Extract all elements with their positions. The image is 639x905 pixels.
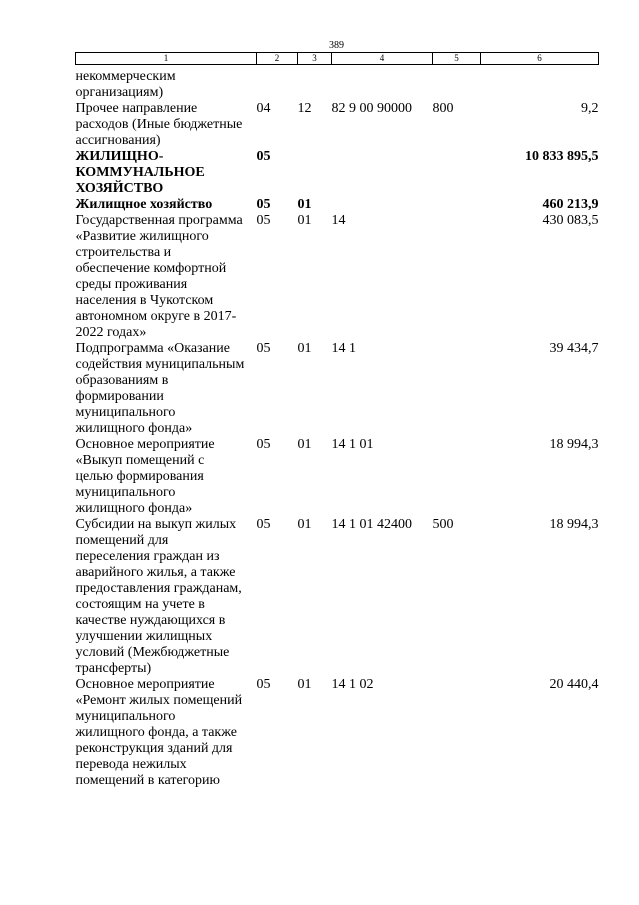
row-name-line: некоммерческим bbox=[75, 69, 176, 84]
row-name-line: среды проживания bbox=[75, 277, 188, 292]
row-name-line: строительства и bbox=[75, 245, 172, 260]
column-header: 5 bbox=[433, 53, 481, 65]
row-subsection-code: 01 bbox=[297, 677, 312, 692]
row-name-line: муниципального bbox=[75, 485, 176, 500]
row-name-line: помещений в категорию bbox=[75, 773, 220, 788]
row-amount: 10 833 895,5 bbox=[525, 149, 599, 164]
row-target-article-code: 14 1 02 bbox=[331, 677, 374, 692]
table-row bbox=[76, 437, 599, 517]
row-name-line: перевода нежилых bbox=[75, 757, 187, 772]
row-name bbox=[76, 677, 257, 789]
row-name-line: жилищного фонда» bbox=[75, 421, 193, 436]
row-subsection-code: 01 bbox=[297, 437, 312, 452]
row-name-line: жилищного фонда, а также bbox=[75, 725, 237, 740]
row-expense-type-code bbox=[433, 69, 481, 101]
row-name-line: формировании bbox=[75, 389, 164, 404]
row-target-article-code bbox=[332, 149, 433, 197]
row-name-line: муниципального bbox=[75, 405, 176, 420]
row-amount: 39 434,7 bbox=[549, 341, 599, 356]
row-section-code: 05 bbox=[256, 197, 271, 212]
row-name-line: «Развитие жилищного bbox=[75, 229, 209, 244]
row-subsection-code bbox=[298, 149, 332, 197]
row-name-line: автономном округе в 2017- bbox=[75, 309, 237, 324]
row-amount: 18 994,3 bbox=[549, 517, 599, 532]
row-section-code: 05 bbox=[256, 437, 271, 452]
row-name-line: аварийного жилья, а также bbox=[75, 565, 236, 580]
row-section-code: 05 bbox=[256, 677, 271, 692]
row-name-line: организациям) bbox=[75, 85, 164, 100]
column-header: 4 bbox=[332, 53, 433, 65]
row-amount: 430 083,5 bbox=[542, 213, 599, 228]
row-expense-type-code bbox=[433, 341, 481, 437]
row-expense-type-code bbox=[433, 437, 481, 517]
row-section-code: 05 bbox=[256, 517, 271, 532]
row-name-line: образованиям в bbox=[75, 373, 169, 388]
row-name-line: жилищного фонда» bbox=[75, 501, 193, 516]
row-name-line: муниципального bbox=[75, 709, 176, 724]
row-name-line: населения в Чукотском bbox=[75, 293, 214, 308]
column-header: 3 bbox=[298, 53, 332, 65]
row-expense-type-code bbox=[433, 197, 481, 213]
row-section-code: 05 bbox=[256, 213, 271, 228]
row-name-line: качестве нуждающихся в bbox=[75, 613, 226, 628]
row-section-code: 05 bbox=[256, 149, 271, 164]
row-subsection-code: 01 bbox=[297, 213, 312, 228]
row-name-line: расходов (Иные бюджетные bbox=[75, 117, 243, 132]
row-target-article-code bbox=[332, 197, 433, 213]
page-number: 389 bbox=[329, 40, 344, 51]
row-name-line: Государственная программа bbox=[75, 213, 243, 228]
row-target-article-code: 82 9 00 90000 bbox=[331, 101, 412, 116]
row-name bbox=[76, 341, 257, 437]
row-name bbox=[76, 69, 257, 101]
row-name bbox=[76, 149, 257, 197]
row-expense-type-code bbox=[433, 213, 481, 341]
row-name-line: трансферты) bbox=[75, 661, 152, 676]
row-amount: 18 994,3 bbox=[549, 437, 599, 452]
row-expense-type-code bbox=[433, 149, 481, 197]
row-name bbox=[76, 517, 257, 677]
row-subsection-code: 01 bbox=[297, 341, 312, 356]
row-name-line: Прочее направление bbox=[75, 101, 198, 116]
row-name-line: Подпрограмма «Оказание bbox=[75, 341, 230, 356]
table-row bbox=[76, 677, 599, 789]
row-name-line: Субсидии на выкуп жилых bbox=[75, 517, 237, 532]
row-name-line: условий (Межбюджетные bbox=[75, 645, 230, 660]
row-name bbox=[76, 213, 257, 341]
row-amount bbox=[481, 69, 599, 101]
row-name-line: целью формирования bbox=[75, 469, 204, 484]
table-body bbox=[76, 65, 599, 790]
row-expense-type-code: 500 bbox=[432, 517, 454, 532]
row-name bbox=[76, 437, 257, 517]
column-header: 2 bbox=[257, 53, 298, 65]
row-section-code bbox=[257, 69, 298, 101]
budget-table bbox=[75, 52, 599, 789]
table-row bbox=[76, 69, 599, 101]
row-target-article-code: 14 1 01 bbox=[331, 437, 374, 452]
column-number-header bbox=[76, 53, 599, 65]
column-header: 1 bbox=[76, 53, 257, 65]
row-name-line: Основное мероприятие bbox=[75, 677, 215, 692]
row-name-line: «Ремонт жилых помещений bbox=[75, 693, 243, 708]
row-name-line: 2022 годах» bbox=[75, 325, 147, 340]
row-name-line: содействия муниципальным bbox=[75, 357, 245, 372]
row-subsection-code: 01 bbox=[297, 517, 312, 532]
column-header: 6 bbox=[481, 53, 599, 65]
row-name-line: обеспечение комфортной bbox=[75, 261, 227, 276]
table-row bbox=[76, 517, 599, 677]
row-amount: 20 440,4 bbox=[549, 677, 599, 692]
row-name-line: ХОЗЯЙСТВО bbox=[75, 181, 164, 196]
row-name-line: «Выкуп помещений с bbox=[75, 453, 205, 468]
table-row bbox=[76, 149, 599, 197]
row-subsection-code bbox=[298, 69, 332, 101]
table-row bbox=[76, 341, 599, 437]
table-row bbox=[76, 213, 599, 341]
row-section-code: 05 bbox=[256, 341, 271, 356]
table-row bbox=[76, 101, 599, 149]
row-amount: 9,2 bbox=[581, 101, 599, 116]
row-name bbox=[76, 101, 257, 149]
row-target-article-code: 14 1 01 42400 bbox=[331, 517, 412, 532]
row-expense-type-code: 800 bbox=[432, 101, 454, 116]
row-name-line: КОММУНАЛЬНОЕ bbox=[75, 165, 205, 180]
row-expense-type-code bbox=[433, 677, 481, 789]
row-section-code: 04 bbox=[256, 101, 271, 116]
row-name-line: помещений для bbox=[75, 533, 169, 548]
row-name-line: ЖИЛИЩНО- bbox=[75, 149, 164, 164]
row-name-line: реконструкция зданий для bbox=[75, 741, 233, 756]
row-name-line: переселения граждан из bbox=[75, 549, 220, 564]
row-target-article-code: 14 bbox=[331, 213, 346, 228]
table-row bbox=[76, 197, 599, 213]
row-name-line: ассигнования) bbox=[75, 133, 161, 148]
row-name-line: состоящим на учете в bbox=[75, 597, 205, 612]
row-name bbox=[76, 197, 257, 213]
row-name-line: Жилищное хозяйство bbox=[75, 197, 213, 212]
row-target-article-code: 14 1 bbox=[331, 341, 356, 356]
row-name-line: улучшении жилищных bbox=[75, 629, 213, 644]
row-amount: 460 213,9 bbox=[542, 197, 599, 212]
row-name-line: Основное мероприятие bbox=[75, 437, 215, 452]
row-target-article-code bbox=[332, 69, 433, 101]
row-name-line: предоставления гражданам, bbox=[75, 581, 242, 596]
row-subsection-code: 01 bbox=[297, 197, 312, 212]
row-subsection-code: 12 bbox=[297, 101, 312, 116]
